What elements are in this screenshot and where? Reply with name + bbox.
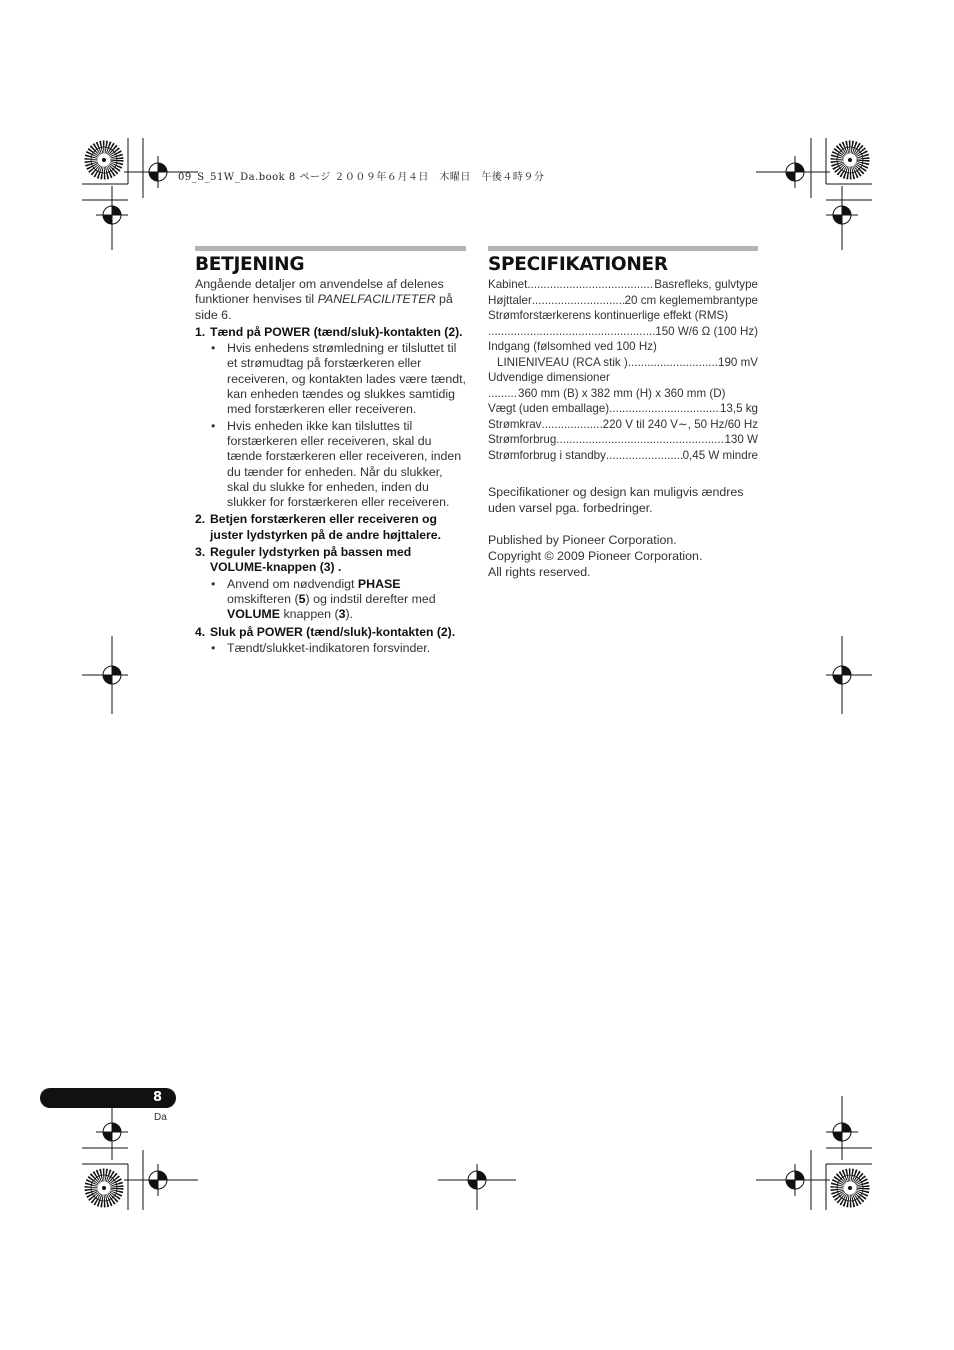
language-code: Da bbox=[154, 1112, 167, 1123]
intro-ref: PANELFACILITETER bbox=[317, 292, 436, 307]
bullet-text: Anvend om nødvendigt PHASE omskifteren (5) og indstil derefter med VOLUME knappen (3). bbox=[227, 576, 436, 622]
step-text: Reguler lydstyrken på bassen med VOLUME-knappen (3) . bbox=[210, 545, 412, 575]
step-text: Tænd på POWER (tænd/sluk)-kontakten (2). bbox=[210, 324, 463, 339]
step-number: 2. bbox=[195, 512, 206, 527]
page-number: 8 bbox=[152, 1090, 162, 1105]
published-line: Published by Pioneer Corporation. bbox=[488, 533, 677, 547]
step-2 bbox=[195, 512, 466, 543]
spec-row-kabinet: Kabinet ..... Basrefleks, gulvtype bbox=[488, 277, 758, 293]
spec-row-linie: LINIENIVEAU (RCA stik ) ..... 190 mV bbox=[488, 355, 758, 371]
copyright-line: Copyright © 2009 Pioneer Corporation. bbox=[488, 549, 703, 563]
spec-note: Specifikationer og design kan muligvis ændres uden varsel pga. forbedringer. bbox=[488, 485, 744, 515]
bullet-icon: • bbox=[211, 576, 216, 591]
bullet-icon: • bbox=[211, 640, 216, 655]
spec-row-vaegt: Vægt (uden emballage) ..... 13,5 kg bbox=[488, 401, 758, 417]
betjening-section bbox=[195, 246, 466, 656]
step-3 bbox=[195, 545, 466, 576]
specifikationer-section bbox=[488, 246, 758, 580]
section-title: BETJENING bbox=[195, 254, 305, 275]
step-number: 3. bbox=[195, 545, 206, 560]
page-number-tab bbox=[40, 1088, 176, 1108]
bullet-text: Hvis enhedens strømledning er tilsluttet til et strømudtag på forstærkeren eller receiveren, og kontakten lades være tændt, kan enheden tændes og slukkes samtidig med forstærkeren eller receiveren. bbox=[227, 341, 466, 417]
spec-label-indgang: Indgang (følsomhed ved 100 Hz) bbox=[488, 340, 657, 353]
bullet-text: Tændt/slukket-indikatoren forsvinder. bbox=[227, 640, 431, 655]
section-rule bbox=[195, 246, 466, 251]
step-number: 4. bbox=[195, 624, 206, 639]
spec-row-udvendige: ..... 360 mm (B) x 382 mm (H) x 360 mm (D) bbox=[488, 386, 758, 402]
bullet-item bbox=[195, 577, 466, 623]
bullet-item bbox=[195, 341, 466, 417]
intro-text-end: på side 6. bbox=[195, 292, 453, 322]
section-title: SPECIFIKATIONER bbox=[488, 254, 668, 275]
step-4 bbox=[195, 625, 466, 640]
intro-text: Angående detaljer om anvendelse af delenes funktioner henvises til bbox=[195, 277, 444, 307]
spec-row-hojttaler: Højttaler ..... 20 cm keglemembrantype bbox=[488, 293, 758, 309]
spec-row-standby: Strømforbrug i standby ..... 0,45 W mindre bbox=[488, 448, 758, 464]
spec-label-rms: Strømforstærkerens kontinuerlige effekt (RMS) bbox=[488, 309, 729, 322]
step-text: Sluk på POWER (tænd/sluk)-kontakten (2). bbox=[210, 624, 456, 639]
spec-label-udvendige: Udvendige dimensioner bbox=[488, 371, 610, 384]
step-text: Betjen forstærkeren eller receiveren og juster lydstyrken på de andre højttalere. bbox=[210, 512, 441, 542]
step-1 bbox=[195, 325, 466, 340]
rights-line: All rights reserved. bbox=[488, 565, 591, 579]
bullet-item bbox=[195, 419, 466, 511]
step-number: 1. bbox=[195, 324, 206, 339]
bullet-text: Hvis enheden ikke kan tilsluttes til forstærkeren eller receiveren, skal du tænde forstærkeren eller receiveren, inden du tænder for enheden. Når du slukker, skal du slukke for enheden, inden du slukker for forstærkeren eller receiveren. bbox=[227, 418, 462, 510]
spec-row-stromkrav: Strømkrav ..... 220 V til 240 V∼, 50 Hz/60 Hz bbox=[488, 417, 758, 433]
bullet-item bbox=[195, 641, 466, 656]
intro-paragraph bbox=[195, 277, 466, 323]
print-slug: 09_S_51W_Da.book 8 ページ ２００９年６月４日 木曜日 午後４時９分 bbox=[178, 172, 545, 183]
section-rule bbox=[488, 246, 758, 251]
bullet-icon: • bbox=[211, 341, 216, 356]
bullet-icon: • bbox=[211, 418, 216, 433]
spec-row-rms: ..... 150 W/6 Ω (100 Hz) bbox=[488, 324, 758, 340]
spec-row-stromforbrug: Strømforbrug ..... 130 W bbox=[488, 432, 758, 448]
